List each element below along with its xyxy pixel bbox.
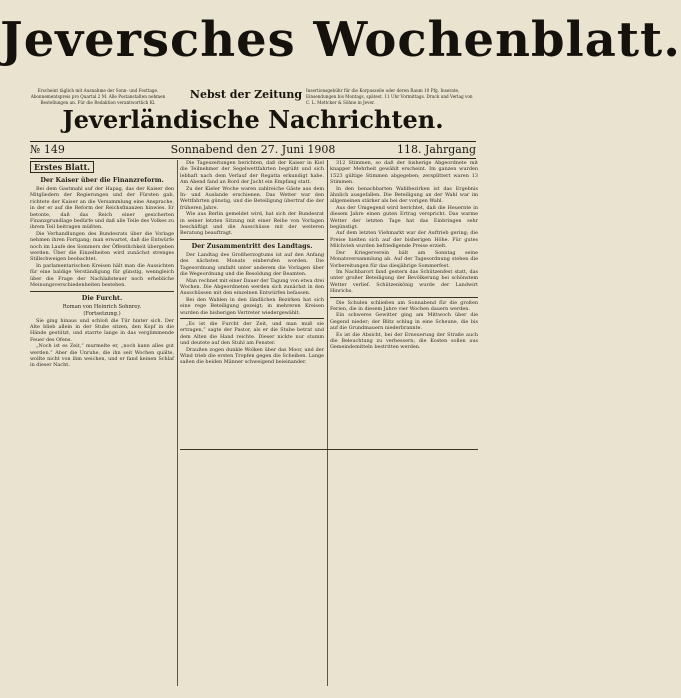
issue-volume: 118. Jahrgang [396,143,476,156]
article-paragraph: Der Kriegerverein hält am Sonntag seine Monatsversammlung ab. Auf der Tagesordnung stehen die Vorbereitungen für das diesjährige Sommerfest. [330,249,478,269]
article-paragraph: Es ist die Absicht, bei der Erneuerung der Straße auch die Beleuchtung zu verbessern; die Kosten sollen aus Gemeindemitteln bestritten werden. [330,331,478,351]
article-paragraph: Ein schweres Gewitter ging am Mittwoch über die Gegend nieder; der Blitz schlug in eine Scheune, die bis auf die Grundmauern niederbrannte. [330,312,478,332]
article-paragraph: Der Landtag des Großherzogtums ist auf den Anfang des nächsten Monats einberufen worden. Die Tagesordnung umfaßt unter anderem die Vorlagen über die Wegeordnung und die Besoldung der Beamten. [180,251,324,278]
section-heading: Erstes Blatt. [30,161,94,173]
column-2 [180,160,324,686]
article-paragraph: Bei den Wahlen in den ländlichen Bezirken hat sich eine rege Beteiligung gezeigt; in mehreren Kreisen wurden die bisherigen Vertreter wiedergewählt. [180,296,324,316]
article-paragraph: In den benachbarten Wahlbezirken ist das Ergebnis ähnlich ausgefallen. Die Beteiligung an der Wahl war im allgemeinen stärker als bei der vorigen Wahl. [330,185,478,205]
feuilleton-paragraph: Draußen zogen dunkle Wolken über das Moor, und der Wind trieb die ersten Tropfen gegen die Scheiben. Lange saßen die beiden Männer schweigend beieinander. [180,346,324,366]
article-paragraph: In parlamentarischen Kreisen hält man die Aussichten für eine baldige Verständigung für günstig, wenngleich über die Frage der Nachlaßsteuer noch erhebliche Meinungsverschiedenheiten bestehen. [30,262,174,289]
rule [180,239,324,240]
feuilleton-paragraph: Sie ging hinaus und schloß die Tür hinter sich. Der Alte blieb allein in der Stube sitzen, den Kopf in die Hände gestützt, und starrte lange in das verglimmende Feuer des Ofens. [30,317,174,343]
column-rule [177,160,178,686]
issue-number: № 149 [30,143,65,156]
article-paragraph: Auf dem letzten Viehmarkt war der Auftrieb gering; die Preise hielten sich auf der bisherigen Höhe. Für gutes Milchvieh wurden befriedigende Preise erzielt. [330,230,478,250]
feuilleton-paragraph: „Noch ist es Zeit,“ murmelte er, „noch kann alles gut werden.“ Aber die Unruhe, die ihn seit Wochen quälte, wollte nicht von ihm weichen, und er fand keinen Schlaf in dieser Nacht. [30,343,174,369]
article-paragraph: Im Nachbarort fand gestern das Schützenfest statt, das unter großer Beteiligung der Bevölkerung bei schönstem Wetter verlief. Schützenkönig wurde der Landwirt Hinrichs. [330,268,478,295]
rule [330,297,478,298]
masthead-title: Jeversches Wochenblatt. [0,12,681,68]
imprint-left: Erscheint täglich mit Ausnahme der Sonn- und Festtage. Abonnementspreis pro Quartal 2 M. Alle Postanstalten nehmen Bestellungen an. Für die Redaktion verantwortlich Kl. [30,88,166,105]
column-rule [327,160,328,686]
article-paragraph: 312 Stimmen, so daß der bisherige Abgeordnete mit knapper Mehrheit gewählt erscheint. Im ganzen wurden 1523 gültige Stimmen abgegeben; zersplittert waren 13 Stimmen. [330,160,478,186]
article-heading: Der Kaiser über die Finanzreform. [40,176,164,184]
feuilleton-paragraph: „Es ist die Furcht der Zeit, und man muß sie ertragen,“ sagte der Pastor, als er die Stube betrat und dem Alten die Hand reichte. Dieser nickte nur stumm und deutete auf den Stuhl am Fenster. [180,320,324,347]
feuilleton-continued: (Fortsetzung.) [83,310,121,317]
masthead-subhead: Jeverländische Nachrichten. [62,105,444,134]
imprint-right: Insertionsgebühr für die Korpuszeile oder deren Raum 10 Pfg. Inserate, Einsendungen bis Montags, spätest. 11 Uhr Vormittags. Druck und Verlag von C. L. Mettcker & Söhne in Jever. [306,88,473,105]
article-paragraph: Bei dem Gastmahl auf der Hapag, das der Kaiser den Mitgliedern der Regierungen und der Fürsten gab, richtete der Kaiser an die Versammlung eine Ansprache, in der er auf die Reform der Reichsfinanzen hinwies. Er betonte, daß das Reich einer gesicherten Finanzgrundlage bedürfe und daß alle Teile des Volkes zu ihrem Teil beitragen müßten. [30,186,174,231]
issue-date: Sonnabend den 27. Juni 1908 [170,143,336,156]
article-paragraph: Wie aus Berlin gemeldet wird, hat sich der Bundesrat in seiner letzten Sitzung mit einer Reihe von Vorlagen beschäftigt und die Ausschüsse mit der weiteren Beratung beauftragt. [180,211,324,237]
rule [30,291,174,292]
article-paragraph: Die Tageszeitungen berichten, daß der Kaiser in Kiel die Teilnehmer der Segelwettfahrten begrüßt und sich lebhaft nach dem Verlauf der Regatta erkundigt habe. Am Abend fand an Bord der Jacht ein Empfang statt. [180,160,324,186]
article-paragraph: Man rechnet mit einer Dauer der Tagung von etwa drei Wochen. Die Abgeordneten werden sich zunächst in den Ausschüssen mit den einzelnen Entwürfen befassen. [180,277,324,297]
column-1 [30,160,174,686]
article-paragraph: Zu der Kieler Woche waren zahlreiche Gäste aus dem In- und Auslande erschienen. Das Wetter war den Wettfahrten günstig, und die Beteiligung übertraf die der früheren Jahre. [180,185,324,211]
article-heading: Der Zusammentritt des Landtags. [191,241,313,250]
article-paragraph: Aus der Umgegend wird berichtet, daß die Heuernte in diesem Jahre einen guten Ertrag verspricht. Das warme Wetter der letzten Tage hat das Einbringen sehr begünstigt. [330,204,478,231]
feuilleton-heading: Die Furcht. [81,293,123,302]
rule [180,318,324,319]
column-3 [330,160,478,686]
feuilleton-author: Roman von Heinrich Sohnrey. [62,303,142,310]
masthead-subtitle: Nebst der Zeitung [189,88,303,101]
dateline [30,141,476,159]
article-paragraph: Die Verhandlungen des Bundesrats über die Vorlage nehmen ihren Fortgang; man erwartet, daß die Entwürfe noch im Laufe des Sommers der Öffentlichkeit übergeben werden. Über die Einzelheiten wird zunächst strenges Stillschweigen beobachtet. [30,230,174,263]
article-paragraph: Die Schulen schließen am Sonnabend für die großen Ferien, die in diesem Jahre vier Wochen dauern werden. [330,299,478,312]
